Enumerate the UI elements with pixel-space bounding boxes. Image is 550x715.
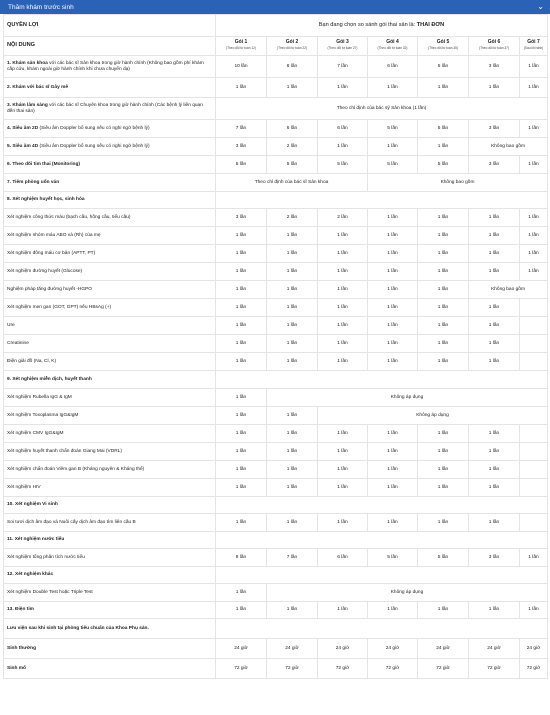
row-label: Creatinine [4,335,216,353]
value-cell: 8 lần [216,549,267,567]
table-row [4,567,548,584]
table-row [4,514,548,532]
value-cell: 1 lần [267,443,318,461]
merged-value-cell: Theo chỉ định của bác sĩ Sản khoa [216,174,368,192]
package-name: Gói 4 [386,39,399,46]
value-cell: 72 giờ [418,659,469,679]
value-cell: 1 lần [418,461,469,479]
value-cell: 1 lần [469,263,520,281]
table-row [4,245,548,263]
value-cell: 1 lần [418,425,469,443]
value-cell [520,335,548,353]
package-subtitle: (Theo dõi từ tuần 35) [428,46,458,50]
package-header-7 [520,37,548,56]
merged-value-cell: Không bao gồm [469,281,548,299]
table-row [4,389,548,407]
value-cell: 1 lần [318,443,368,461]
value-cell: 1 lần [267,245,318,263]
value-cell: 6 lần [267,120,318,138]
table-row [4,602,548,619]
merged-value-cell: Không áp dụng [318,407,548,425]
row-label: Xét nghiệm công thức máu (bạch cầu, hồng cầu, tiểu cầu) [4,209,216,227]
value-cell: 1 lần [469,245,520,263]
row-label: 12. Xét nghiệm khác [4,567,216,584]
table-row [4,120,548,138]
value-cell: 1 lần [520,602,548,619]
row-label: 7. Tiêm phòng uốn ván [4,174,216,192]
value-cell: 1 lần [368,138,418,156]
value-cell: 1 lần [520,245,548,263]
value-cell: 1 lần [418,245,469,263]
value-cell: 1 lần [267,353,318,371]
value-cell: 1 lần [469,461,520,479]
value-cell: 3 lần [216,138,267,156]
package-header-6 [469,37,520,56]
value-cell: 5 lần [418,549,469,567]
table-row [4,425,548,443]
value-cell: 1 lần [418,263,469,281]
value-cell: 1 lần [520,227,548,245]
compare-selection [216,15,548,37]
chevron-down-icon[interactable]: ⌄ [537,2,544,11]
row-label: 1. Khám sản khoa với các bác sĩ Sản khoa trong giờ hành chính (Không bao gồm phí khám cấp cứu, khám ngoài giờ hành chính khi chưa chuyển dạ) [4,56,216,78]
value-cell: 3 lần [469,120,520,138]
row-label: Sinh thường [4,639,216,659]
value-cell: 6 lần [368,56,418,78]
benefit-header: QUYỀN LỢI [4,15,216,37]
value-cell: 24 giờ [216,639,267,659]
table-row [4,549,548,567]
value-cell: 1 lần [418,78,469,98]
value-cell: 5 lần [216,156,267,174]
value-cell: 1 lần [418,353,469,371]
table-row [4,174,548,192]
value-cell: 1 lần [318,602,368,619]
value-cell: 1 lần [368,317,418,335]
table-row [4,299,548,317]
value-cell: 1 lần [368,353,418,371]
value-cell: 1 lần [368,461,418,479]
row-label: Xét nghiệm tổng phân tích nước tiểu [4,549,216,567]
value-cell: 3 lần [216,209,267,227]
table-row [4,461,548,479]
empty-cell [216,532,548,549]
value-cell: 1 lần [267,602,318,619]
value-cell: 1 lần [469,479,520,497]
package-header-5 [418,37,469,56]
value-cell: 1 lần [318,461,368,479]
value-cell: 1 lần [368,245,418,263]
value-cell: 1 lần [469,425,520,443]
value-cell: 5 lần [368,156,418,174]
table-row [4,281,548,299]
package-subtitle: (Theo dõi từ tuần 12) [226,46,256,50]
value-cell: 1 lần [520,549,548,567]
value-cell: 1 lần [368,443,418,461]
value-cell: 72 giờ [267,659,318,679]
value-cell: 1 lần [418,479,469,497]
value-cell: 1 lần [216,299,267,317]
value-cell: 1 lần [318,299,368,317]
merged-value-cell: Không áp dụng [267,389,548,407]
value-cell: 1 lần [418,138,469,156]
value-cell: 1 lần [418,299,469,317]
value-cell: 1 lần [469,317,520,335]
package-header-3 [318,37,368,56]
value-cell: 1 lần [216,227,267,245]
value-cell: 1 lần [318,78,368,98]
table-row [4,407,548,425]
value-cell: 7 lần [267,549,318,567]
value-cell: 1 lần [520,209,548,227]
row-label: 3. Khám lâm sàng với các bác sĩ Chuyên khoa trong giờ hành chính (Các bệnh lý liên quan đến thai sản) [4,98,216,120]
table-row [4,659,548,679]
value-cell: 24 giờ [368,639,418,659]
value-cell: 1 lần [267,461,318,479]
package-name: Gói 1 [234,39,248,46]
package-name: Gói 2 [285,39,299,46]
value-cell [520,353,548,371]
value-cell: 1 lần [418,602,469,619]
package-header-1 [216,37,267,56]
value-cell [520,317,548,335]
row-label: Xét nghiệm CMV IgG&IgM [4,425,216,443]
value-cell: 72 giờ [216,659,267,679]
value-cell: 1 lần [216,602,267,619]
value-cell: 1 lần [469,299,520,317]
table-row [4,497,548,514]
value-cell: 1 lần [267,407,318,425]
merged-value-cell: Không bao gồm [469,138,548,156]
package-name: Gói 7 [527,39,540,46]
value-cell [520,443,548,461]
value-cell: 3 lần [469,56,520,78]
content-header: NỘI DUNG [4,37,216,56]
empty-cell [216,497,548,514]
value-cell: 24 giờ [469,639,520,659]
table-row [4,639,548,659]
value-cell: 1 lần [216,389,267,407]
row-label: Điện giải đồ (Na, Cl, K) [4,353,216,371]
value-cell: 1 lần [318,227,368,245]
table-row [4,78,548,98]
value-cell [520,479,548,497]
value-cell: 2 lần [318,209,368,227]
value-cell: 1 lần [318,281,368,299]
row-label: Ure [4,317,216,335]
value-cell: 1 lần [520,78,548,98]
value-cell: 1 lần [469,443,520,461]
value-cell: 1 lần [267,514,318,532]
value-cell: 1 lần [469,227,520,245]
table-row [4,532,548,549]
value-cell: 1 lần [368,263,418,281]
value-cell: 1 lần [216,78,267,98]
value-cell: 1 lần [216,407,267,425]
value-cell: 1 lần [418,317,469,335]
value-cell: 1 lần [267,335,318,353]
value-cell: 1 lần [318,514,368,532]
value-cell: 1 lần [318,353,368,371]
value-cell: 1 lần [267,227,318,245]
value-cell [520,425,548,443]
value-cell: 5 lần [418,120,469,138]
table-row [4,443,548,461]
row-label: Xét nghiệm Rubella IgG & IgM [4,389,216,407]
row-label: 9. Xét nghiệm miễn dịch, huyết thanh [4,371,216,389]
table-row [4,619,548,639]
value-cell: 1 lần [216,479,267,497]
value-cell: 1 lần [267,425,318,443]
table-row [4,317,548,335]
value-cell: 6 lần [318,120,368,138]
row-label: Xét nghiệm đường huyết (Glucose) [4,263,216,281]
table-row [4,227,548,245]
table-row [4,138,548,156]
value-cell: 1 lần [368,514,418,532]
value-cell: 7 lần [216,120,267,138]
value-cell: 5 lần [368,120,418,138]
value-cell: 2 lần [267,138,318,156]
value-cell: 1 lần [368,78,418,98]
package-subtitle: (Theo dõi từ tuần 32) [377,46,408,50]
comparison-table [3,14,548,679]
value-cell: 24 giờ [520,639,548,659]
package-subtitle: (Theo dõi từ tuần 37) [479,46,509,50]
value-cell: 5 lần [267,156,318,174]
value-cell: 1 lần [520,263,548,281]
value-cell: 6 lần [318,549,368,567]
value-cell: 1 lần [368,227,418,245]
table-row [4,584,548,602]
row-label: 13. Điện tim [4,602,216,619]
value-cell: 1 lần [368,602,418,619]
value-cell: 1 lần [318,425,368,443]
value-cell: 1 lần [520,156,548,174]
empty-cell [216,619,548,639]
package-header-2 [267,37,318,56]
value-cell: 1 lần [318,479,368,497]
value-cell: 1 lần [418,335,469,353]
value-cell: 1 lần [469,209,520,227]
value-cell: 24 giờ [267,639,318,659]
row-label: Soi tươi dịch âm đạo và Nuôi cấy dịch âm đạo tìm liên cầu B [4,514,216,532]
value-cell [520,299,548,317]
value-cell: 1 lần [318,263,368,281]
package-name: Gói 6 [487,39,501,46]
value-cell: 1 lần [318,335,368,353]
value-cell: 1 lần [368,479,418,497]
table-row [4,209,548,227]
package-name: Gói 3 [336,39,349,46]
value-cell: 5 lần [318,156,368,174]
value-cell: 1 lần [216,514,267,532]
value-cell: 1 lần [368,299,418,317]
row-label: 8. Xét nghiệm huyết học, sinh hóa [4,192,216,209]
value-cell: 1 lần [267,78,318,98]
table-row [4,56,548,78]
row-label: Nghiệm pháp tăng đường huyết -HGPO [4,281,216,299]
value-cell: 1 lần [368,209,418,227]
row-label: 2. Khám với bác sĩ Gây mê [4,78,216,98]
row-label: Xét nghiệm men gan (GOT, GPT) nếu HBsAg (+) [4,299,216,317]
merged-value-cell: Không bao gồm [368,174,548,192]
table-row [4,98,548,120]
value-cell: 1 lần [267,281,318,299]
row-label: Xét nghiệm chẩn đoán Viêm gan B (Kháng nguyên & Kháng thể) [4,461,216,479]
row-label: Sinh mổ [4,659,216,679]
value-cell: 1 lần [216,443,267,461]
value-cell: 1 lần [418,227,469,245]
value-cell: 1 lần [318,317,368,335]
value-cell: 1 lần [267,479,318,497]
value-cell: 10 lần [216,56,267,78]
value-cell: 5 lần [418,156,469,174]
value-cell: 1 lần [418,209,469,227]
value-cell: 1 lần [216,335,267,353]
value-cell: 1 lần [216,353,267,371]
value-cell: 1 lần [469,514,520,532]
value-cell: 1 lần [216,425,267,443]
package-subtitle: (Theo dõi từ tuần 22) [277,46,307,50]
row-label: Xét nghiệm nhóm máu ABO và (Rh) của mẹ [4,227,216,245]
row-label: 10. Xét nghiệm Vi sinh [4,497,216,514]
value-cell: 5 lần [418,56,469,78]
value-cell: 8 lần [267,56,318,78]
value-cell: 1 lần [469,78,520,98]
value-cell: 1 lần [469,602,520,619]
value-cell: 1 lần [520,120,548,138]
value-cell: 1 lần [418,281,469,299]
value-cell: 5 lần [368,549,418,567]
value-cell: 1 lần [267,263,318,281]
value-cell: 1 lần [267,299,318,317]
value-cell: 1 lần [216,281,267,299]
merged-value-cell: Không áp dụng [267,584,548,602]
value-cell: 1 lần [469,353,520,371]
value-cell: 1 lần [267,317,318,335]
value-cell: 1 lần [368,335,418,353]
merged-value-cell: Theo chỉ định của bác sỹ Sản khoa (1 lần) [216,98,548,120]
value-cell: 2 lần [267,209,318,227]
value-cell: 1 lần [418,443,469,461]
value-cell: 1 lần [368,281,418,299]
row-label: 6. Theo dõi tim thai (Monitoring) [4,156,216,174]
empty-cell [216,567,548,584]
compare-value: THAI ĐƠN [416,21,445,28]
value-cell: 1 lần [520,56,548,78]
package-subtitle: (Theo dõi từ tuần 27) [327,46,358,50]
value-cell: 1 lần [418,514,469,532]
value-cell: 24 giờ [318,639,368,659]
empty-cell [216,192,548,209]
value-cell: 1 lần [318,138,368,156]
value-cell: 1 lần [216,317,267,335]
value-cell: 72 giờ [469,659,520,679]
value-cell: 72 giờ [368,659,418,679]
row-label: 11. Xét nghiệm nước tiểu [4,532,216,549]
row-label: Lưu viện sau khi sinh tại phòng tiêu chuẩn của Khoa Phụ sản. [4,619,216,639]
row-label: Xét nghiệm Double Test hoặc Triple Test [4,584,216,602]
value-cell [520,514,548,532]
value-cell: 72 giờ [520,659,548,679]
value-cell: 1 lần [216,461,267,479]
table-row [4,479,548,497]
table-row [4,263,548,281]
package-subtitle: (Sau khi sinh) [523,46,544,50]
value-cell: 1 lần [216,245,267,263]
value-cell: 3 lần [469,156,520,174]
row-label: Xét nghiệm HIV [4,479,216,497]
table-row [4,353,548,371]
value-cell: 1 lần [318,245,368,263]
value-cell: 1 lần [368,425,418,443]
value-cell: 24 giờ [418,639,469,659]
package-name: Gói 5 [436,39,450,46]
table-row [4,156,548,174]
value-cell: 72 giờ [318,659,368,679]
section-header[interactable] [0,0,550,14]
row-label: Xét nghiệm đông máu cơ bản (APTT, PT) [4,245,216,263]
row-label: 5. Siêu âm 4D (Siêu âm Doppler bổ sung nếu có nghi ngờ bệnh lý) [4,138,216,156]
value-cell: 1 lần [216,263,267,281]
row-label: Xét nghiệm huyết thanh chẩn đoán Giang Mai (VDRL) [4,443,216,461]
value-cell: 1 lần [469,335,520,353]
value-cell: 7 lần [318,56,368,78]
row-label: Xét nghiệm Toxoplasma IgG&IgM [4,407,216,425]
table-row [4,192,548,209]
value-cell: 1 lần [216,584,267,602]
section-title: Thăm khám trước sinh [8,3,74,11]
table-row [4,371,548,389]
package-header-4 [368,37,418,56]
empty-cell [216,371,548,389]
value-cell: 3 lần [469,549,520,567]
row-label: 4. Siêu âm 2D (Siêu âm Doppler bổ sung nếu có nghi ngờ bệnh lý) [4,120,216,138]
table-row [4,335,548,353]
compare-prefix: Bạn đang chọn so sánh gói thai sản là: [318,21,416,28]
value-cell [520,461,548,479]
